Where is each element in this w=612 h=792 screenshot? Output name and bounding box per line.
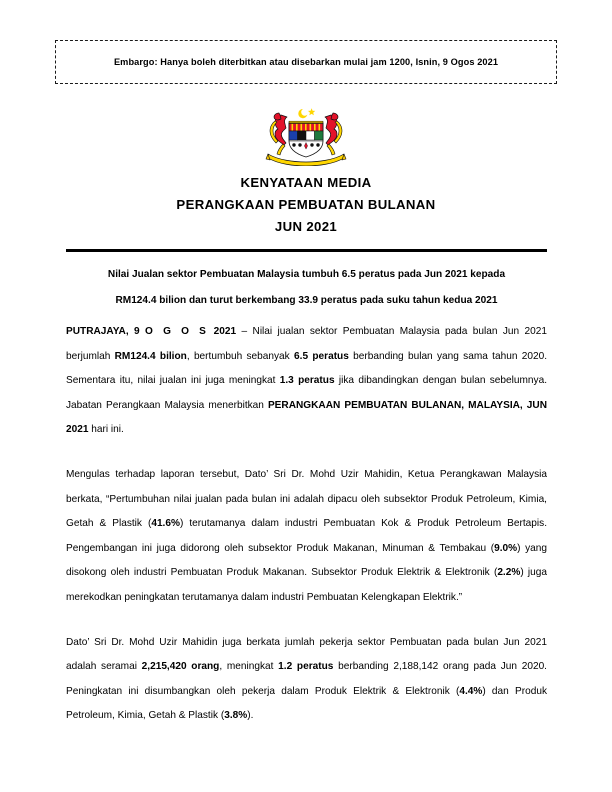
title-line-perangkaan-pembuatan-bulanan: PERANGKAAN PEMBUATAN BULANAN [176, 197, 436, 212]
p2-text-1: Mengulas terhadap laporan tersebut, Dato’ Sri Dr. Mohd Uzir Mahidin, Ketua Perangkawan Malaysia berkata, “Pertumbuhan nilai jualan pada bulan ini adalah dipacu oleh subsektor Produk Petroleum, Kimia, Getah & Plastik ( [66, 468, 547, 530]
header-divider-rule [66, 249, 547, 252]
p2-value-food-beverage: 9.0% [494, 542, 518, 554]
p2-text-4: ) juga merekodkan peningkatan terutamanya dalam industri Pembuatan Kelengkapan Elektrik.” [66, 567, 547, 603]
p1-publication-name: PERANGKAAN PEMBUATAN BULANAN, MALAYSIA, JUN 2021 [66, 399, 547, 436]
p1-text-5: hari ini. [88, 424, 124, 436]
p2-value-petroleum: 41.6% [151, 518, 180, 530]
p3-text-5: ). [247, 710, 254, 722]
p1-text-3: berbanding bulan yang sama tahun 2020. Sementara itu, nilai jualan ini juga meningkat [66, 350, 547, 387]
headline-line-2: RM124.4 bilion dan turut berkembang 33.9 peratus pada suku tahun kedua 2021 [115, 295, 498, 306]
p3-text-3: berbanding 2,188,142 orang pada Jun 2020. Peningkatan ini disumbangkan oleh pekerja dalam Produk Elektrik & Elektronik ( [66, 661, 547, 697]
title-line-kenyataan-media: KENYATAAN MEDIA [240, 175, 372, 190]
dateline-city: PUTRAJAYA, 9 [66, 326, 140, 337]
p2-text-3: ) yang disokong oleh industri Pembuatan Produk Makanan. Subsektor Produk Elektrik & Elektronik ( [66, 542, 547, 579]
p1-text-4: jika dibandingkan dengan bulan sebelumnya. Jabatan Perangkaan Malaysia menerbitkan [66, 375, 547, 411]
headline [66, 262, 547, 314]
malaysia-coat-of-arms-icon [258, 104, 354, 166]
dateline-year: 2021 [213, 326, 237, 337]
embargo-notice-text: Embargo: Hanya boleh diterbitkan atau disebarkan mulai jam 1200, Isnin, 9 Ogos 2021 [113, 57, 499, 67]
p2-value-electrical: 2.2% [497, 567, 521, 579]
paragraph-employment [66, 631, 547, 729]
p3-text-4: ) dan Produk Petroleum, Kimia, Getah & Plastik ( [66, 685, 547, 722]
document-title-block [0, 172, 612, 238]
dateline-month: O G O S [145, 326, 209, 337]
title-line-period: JUN 2021 [274, 219, 338, 234]
embargo-notice-box [55, 40, 557, 84]
p3-value-employment-growth: 1.2 peratus [278, 661, 334, 673]
p1-value-growth-yoy: 6.5 peratus [294, 350, 349, 362]
p3-value-petroleum-workers: 3.8% [224, 710, 248, 722]
p1-value-sales-total: RM124.4 bilion [114, 350, 187, 362]
body-content [66, 320, 547, 729]
p3-value-employees: 2,215,420 orang [141, 661, 220, 673]
paragraph-sales-value [66, 320, 547, 443]
p3-text-1: Dato’ Sri Dr. Mohd Uzir Mahidin juga berkata jumlah pekerja sektor Pembuatan pada bulan Jun 2021 adalah seramai [66, 636, 547, 673]
p3-value-electrical-workers: 4.4% [459, 685, 483, 697]
p1-value-growth-mom: 1.3 peratus [279, 375, 335, 387]
headline-line-1: Nilai Jualan sektor Pembuatan Malaysia tumbuh 6.5 peratus pada Jun 2021 kepada [107, 269, 506, 280]
p1-text-2: , bertumbuh sebanyak [186, 350, 295, 362]
p1-text-1: – Nilai jualan sektor Pembuatan Malaysia pada bulan Jun 2021 berjumlah [66, 326, 547, 362]
paragraph-subsector-quote [66, 463, 547, 611]
p2-text-2: ) terutamanya dalam industri Pembuatan Kok & Produk Petroleum Bertapis. Pengembangan ini juga didorong oleh subsektor Produk Makanan, Minuman & Tembakau ( [66, 518, 548, 554]
emblem-container [0, 104, 612, 166]
p3-text-2: , meningkat [219, 661, 279, 673]
